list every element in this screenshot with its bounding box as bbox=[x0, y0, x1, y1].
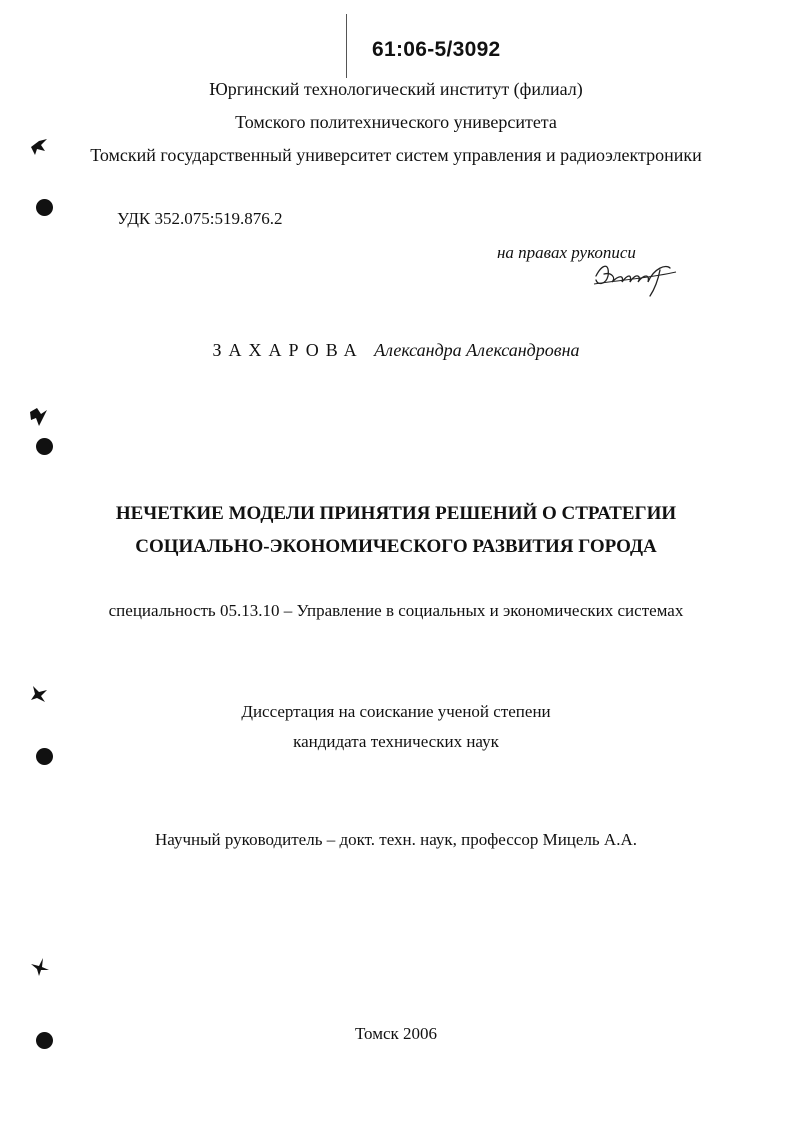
udk-code: УДК 352.075:519.876.2 bbox=[117, 209, 283, 228]
institution-line-1: Юргинский технологический институт (филиал) bbox=[209, 79, 583, 99]
supervisor: Научный руководитель – докт. техн. наук, профессор Мицель А.А. bbox=[155, 830, 637, 849]
author-given-names: Александра Александровна bbox=[374, 340, 580, 360]
punch-hole-icon bbox=[36, 748, 53, 765]
institution-line-2: Томского политехнического университета bbox=[235, 112, 557, 132]
author-surname: ЗАХАРОВА bbox=[212, 340, 364, 360]
scan-artifact-icon bbox=[27, 402, 53, 428]
city-year: Томск 2006 bbox=[354, 1024, 438, 1043]
dissertation-line-1: Диссертация на соискание ученой степени bbox=[241, 702, 551, 721]
scan-artifact-icon bbox=[27, 954, 53, 980]
thesis-title-line-1: НЕЧЕТКИЕ МОДЕЛИ ПРИНЯТИЯ РЕШЕНИЙ О СТРАТЕГИИ bbox=[115, 503, 677, 524]
scan-artifact-icon bbox=[27, 133, 53, 159]
punch-hole-icon bbox=[36, 199, 53, 216]
manuscript-rights: на правах рукописи bbox=[497, 243, 636, 262]
scan-line bbox=[346, 14, 347, 78]
scan-artifact-icon bbox=[27, 680, 53, 706]
dissertation-line-2: кандидата технических наук bbox=[293, 732, 499, 751]
institution-line-3: Томский государственный университет систем управления и радиоэлектроники bbox=[90, 145, 702, 165]
punch-hole-icon bbox=[36, 438, 53, 455]
archive-code: 61:06-5/3092 bbox=[372, 38, 501, 61]
thesis-title-line-2: СОЦИАЛЬНО-ЭКОНОМИЧЕСКОГО РАЗВИТИЯ ГОРОДА bbox=[135, 536, 657, 557]
specialty: специальность 05.13.10 – Управление в социальных и экономических системах bbox=[108, 601, 684, 620]
punch-hole-icon bbox=[36, 1032, 53, 1049]
signature-icon bbox=[590, 254, 680, 300]
author-name bbox=[0, 340, 792, 361]
